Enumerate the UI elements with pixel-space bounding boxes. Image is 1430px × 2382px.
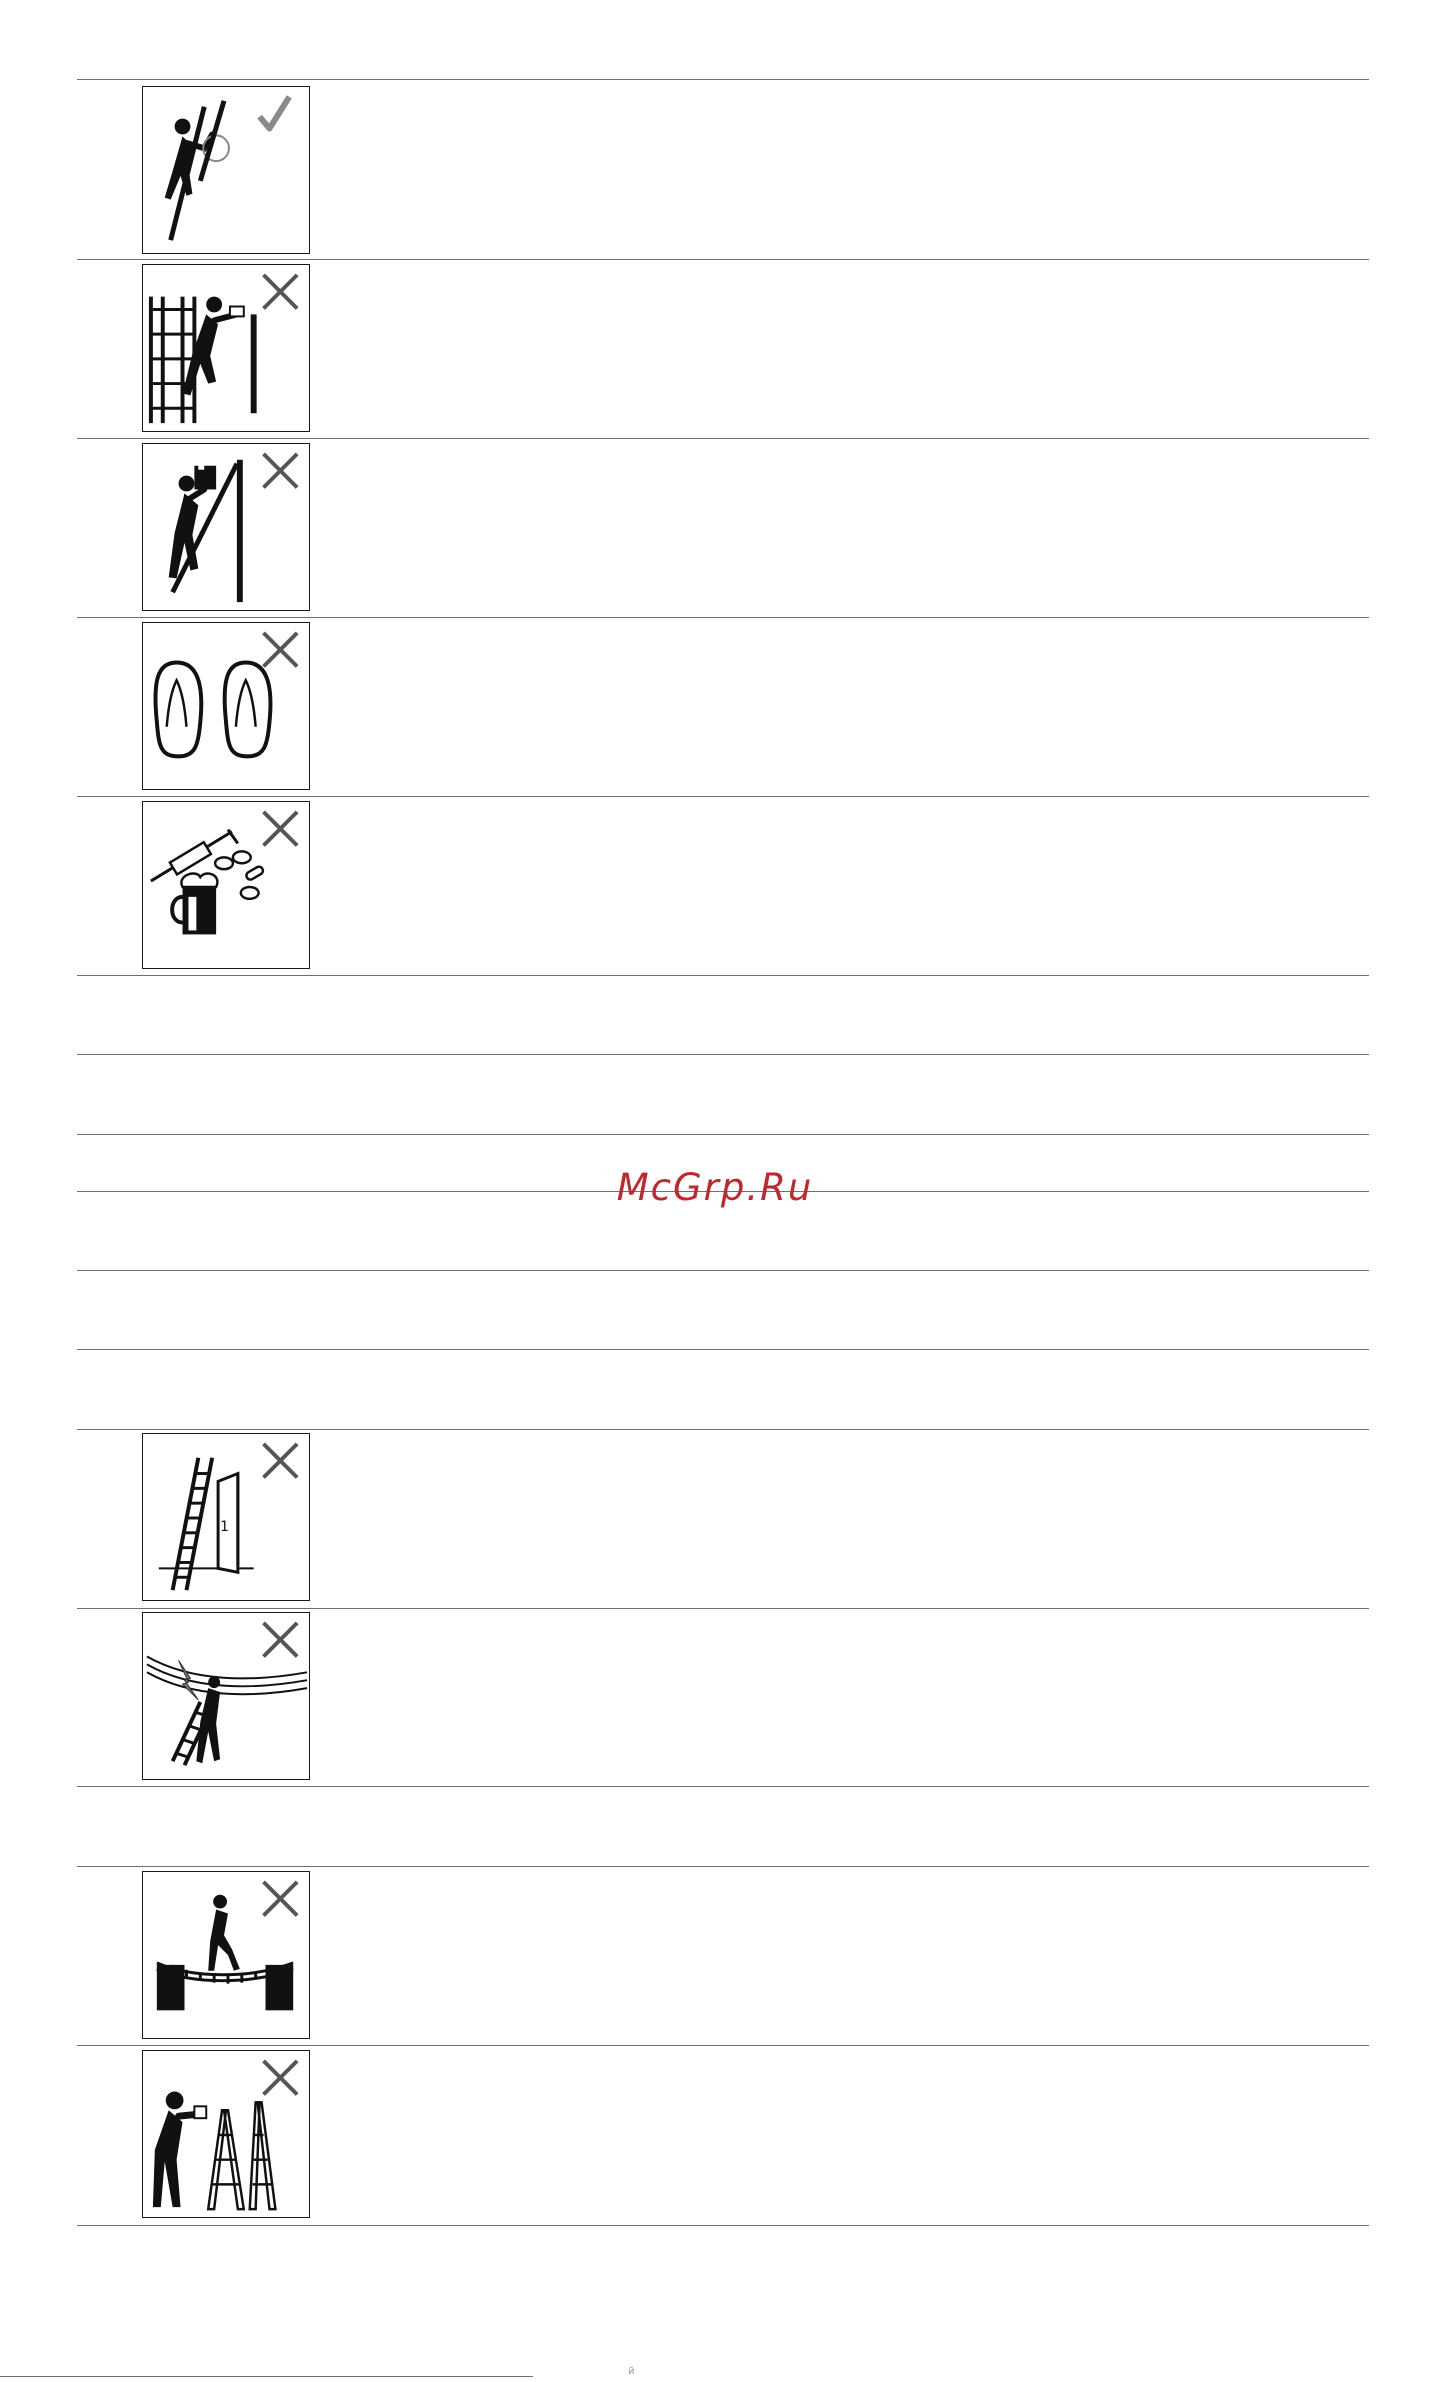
separator-line	[77, 1054, 1369, 1055]
separator-line	[77, 1349, 1369, 1350]
watermark: McGrp.Ru	[616, 1166, 814, 1209]
footer-rule	[0, 2376, 533, 2377]
footer-mark: й	[628, 2366, 635, 2377]
separator-line	[77, 1134, 1369, 1135]
ladder-as-bridge-icon	[142, 1871, 310, 2039]
separator-line	[77, 2045, 1369, 2046]
separator-line	[77, 1270, 1369, 1271]
ladder-against-door-icon	[142, 1433, 310, 1601]
separator-line	[77, 79, 1369, 80]
separator-line	[77, 1786, 1369, 1787]
flip-flops-footwear-icon	[142, 622, 310, 790]
ladder-carrying-load-icon	[142, 443, 310, 611]
separator-line	[77, 1866, 1369, 1867]
separator-line	[77, 796, 1369, 797]
ladder-near-power-lines-icon	[142, 1612, 310, 1780]
drugs-alcohol-icon	[142, 801, 310, 969]
ladder-side-overreach-icon	[142, 264, 310, 432]
ladder-correct-grip-icon	[142, 86, 310, 254]
separator-line	[77, 1608, 1369, 1609]
separator-line	[77, 617, 1369, 618]
separator-line	[77, 438, 1369, 439]
svg-text:1: 1	[220, 1518, 229, 1535]
separator-line	[77, 1429, 1369, 1430]
ladder-unattended-near-person-icon	[142, 2050, 310, 2218]
separator-line	[77, 259, 1369, 260]
separator-line	[77, 2225, 1369, 2226]
separator-line	[77, 975, 1369, 976]
